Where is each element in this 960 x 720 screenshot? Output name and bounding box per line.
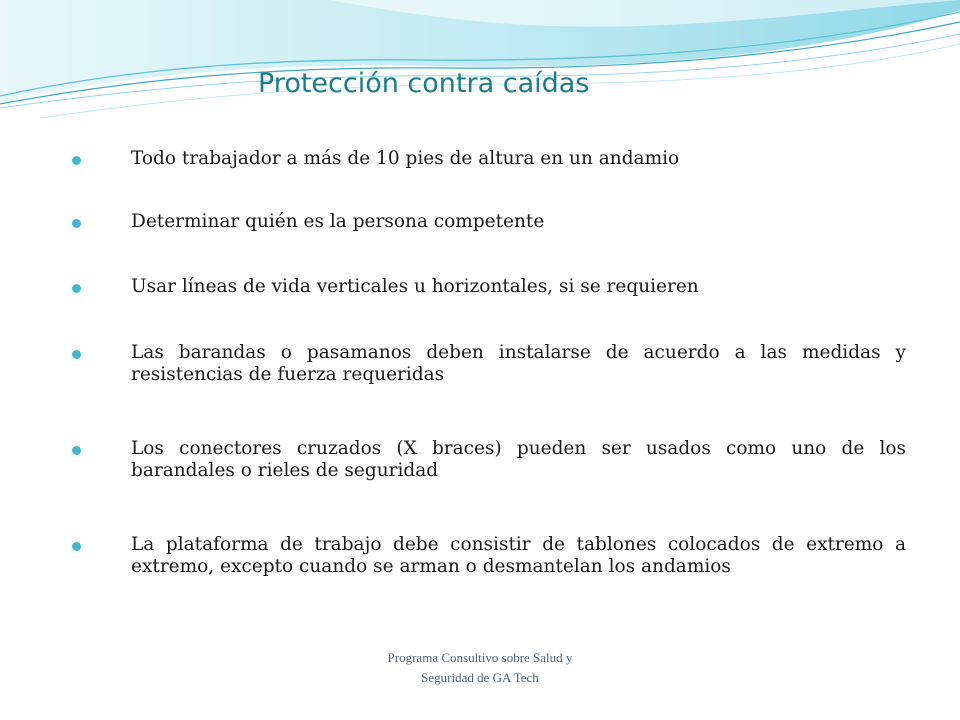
footer-line: Seguridad de GA Tech bbox=[421, 670, 539, 685]
bullet-item bbox=[68, 276, 906, 298]
bullet-dot-icon bbox=[72, 156, 81, 165]
slide-footer bbox=[300, 648, 660, 688]
bullet-item bbox=[68, 342, 906, 386]
bullet-item bbox=[68, 534, 906, 578]
bullet-text: Determinar quién es la persona competente bbox=[131, 211, 545, 232]
bullet-text: Los conectores cruzados (X braces) pueden ser usados como uno de los barandales o rieles de seguridad bbox=[131, 438, 906, 481]
bullet-dot-icon bbox=[72, 542, 81, 551]
bullet-item bbox=[68, 148, 906, 170]
bullet-text: Las barandas o pasamanos deben instalarse de acuerdo a las medidas y resistencias de fuerza requeridas bbox=[131, 342, 906, 385]
bullet-dot-icon bbox=[72, 350, 81, 359]
bullet-dot-icon bbox=[72, 284, 81, 293]
footer-line: Programa Consultivo sobre Salud y bbox=[387, 650, 573, 665]
bullet-item bbox=[68, 211, 906, 233]
bullet-dot-icon bbox=[72, 219, 81, 228]
bullet-dot-icon bbox=[72, 446, 81, 455]
bullet-text: Todo trabajador a más de 10 pies de altura en un andamio bbox=[131, 148, 680, 169]
slide-title: Protección contra caídas bbox=[258, 68, 590, 99]
header-wave-decoration bbox=[0, 0, 960, 130]
bullet-text: La plataforma de trabajo debe consistir de tablones colocados de extremo a extremo, excepto cuando se arman o desmantelan los andamios bbox=[131, 534, 906, 577]
bullet-item bbox=[68, 438, 906, 482]
bullet-text: Usar líneas de vida verticales u horizontales, si se requieren bbox=[131, 276, 699, 297]
